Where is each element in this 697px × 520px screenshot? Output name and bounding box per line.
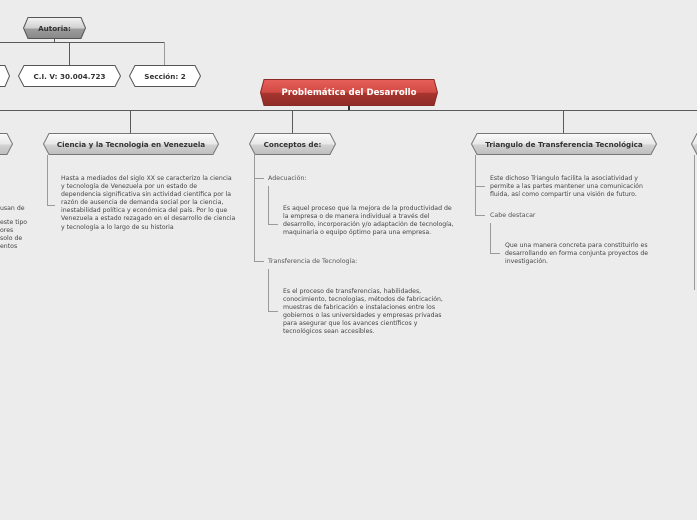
connector [694,155,695,290]
connector [130,110,131,133]
subtopic-text-adecuacion: Es aquel proceso que la mejora de la productividad de la empresa o de manera individual a través del desarrollo, incorporación y/o adaptación de tecnología, maquinaria o equipo óptimo para una empresa. [283,205,454,237]
connector [268,311,278,312]
connector [475,215,485,216]
connector [475,186,485,187]
connector [47,205,55,206]
authorship-label: Autoria: [38,23,71,33]
root-label: Problemática del Desarrollo [281,87,417,98]
root-node[interactable] [260,79,438,106]
topic-node-triangulo[interactable] [471,133,657,155]
subtopic-text-cabe-destacar: Que una manera concreta para constituirlo es desarrollando en forma conjunta proyectos de investigación. [505,242,649,266]
topic-label: Triangulo de Transferencia Tecnológica [485,139,643,149]
subtopic-transferencia[interactable]: Transferencia de Tecnología: [268,258,358,265]
connector [490,253,500,254]
connector [47,155,48,205]
hex-shape [691,133,697,155]
topic-node-hidden-right[interactable] [691,133,697,155]
connector [69,42,70,66]
section-label: Sección: 2 [144,71,186,81]
authorship-child-ci[interactable] [18,65,121,87]
topic-node-conceptos[interactable] [249,133,336,155]
hex-shape [0,65,10,87]
authorship-node[interactable] [23,17,86,39]
connector [254,178,264,179]
hex-shape [0,133,13,155]
connector [254,261,264,262]
authorship-child-section[interactable] [129,65,201,87]
subtopic-text-transferencia: Es el proceso de transferencias, habilidades, conocimiento, tecnologías, métodos de fabricación, muestras de fabricación e instalaciones entre los gobiernos o las universidades y empresas privadas para asegurar que los avances científicos y tecnológicos sean accesibles. [283,288,443,336]
connector [563,110,564,133]
topic-text-ciencia: Hasta a mediados del siglo XX se caracterizo la ciencia y tecnología de Venezuela por un estado de dependencia significativa sin actividad científica por la razón de ausencia de demanda social por la ciencia, inestabilidad política y económica del país. Por lo que Venezuela a estado rezagado en el desarrollo de ciencia y tecnología a lo largo de su historia [61,175,236,231]
ci-label: C.I. V: 30.004.723 [33,71,106,81]
connector [268,186,269,224]
topic-label: Ciencia y la Tecnologia en Venezuela [56,139,206,149]
connector [254,155,255,262]
topic-text-fragment: usan de este tipo ores solo de entos [0,205,28,251]
subtopic-cabe-destacar[interactable]: Cabe destacar [490,212,536,219]
connector [292,110,293,133]
connector [475,155,476,215]
connector [54,39,55,43]
topic-label: Conceptos de: [263,139,322,149]
connector [0,110,697,111]
authorship-child-hidden[interactable] [0,65,10,87]
connector [268,269,269,311]
topic-intro-triangulo: Este dichoso Triangulo facilita la asociatividad y permite a las partes mantener una comunicación fluida, así como compartir una visión de futuro. [490,175,643,199]
connector [268,224,278,225]
topic-node-ciencia[interactable] [43,133,219,155]
connector [490,223,491,253]
subtopic-adecuacion[interactable]: Adecuación: [268,175,307,182]
connector [164,42,165,66]
topic-node-hidden[interactable] [0,133,13,155]
connector [0,42,165,43]
